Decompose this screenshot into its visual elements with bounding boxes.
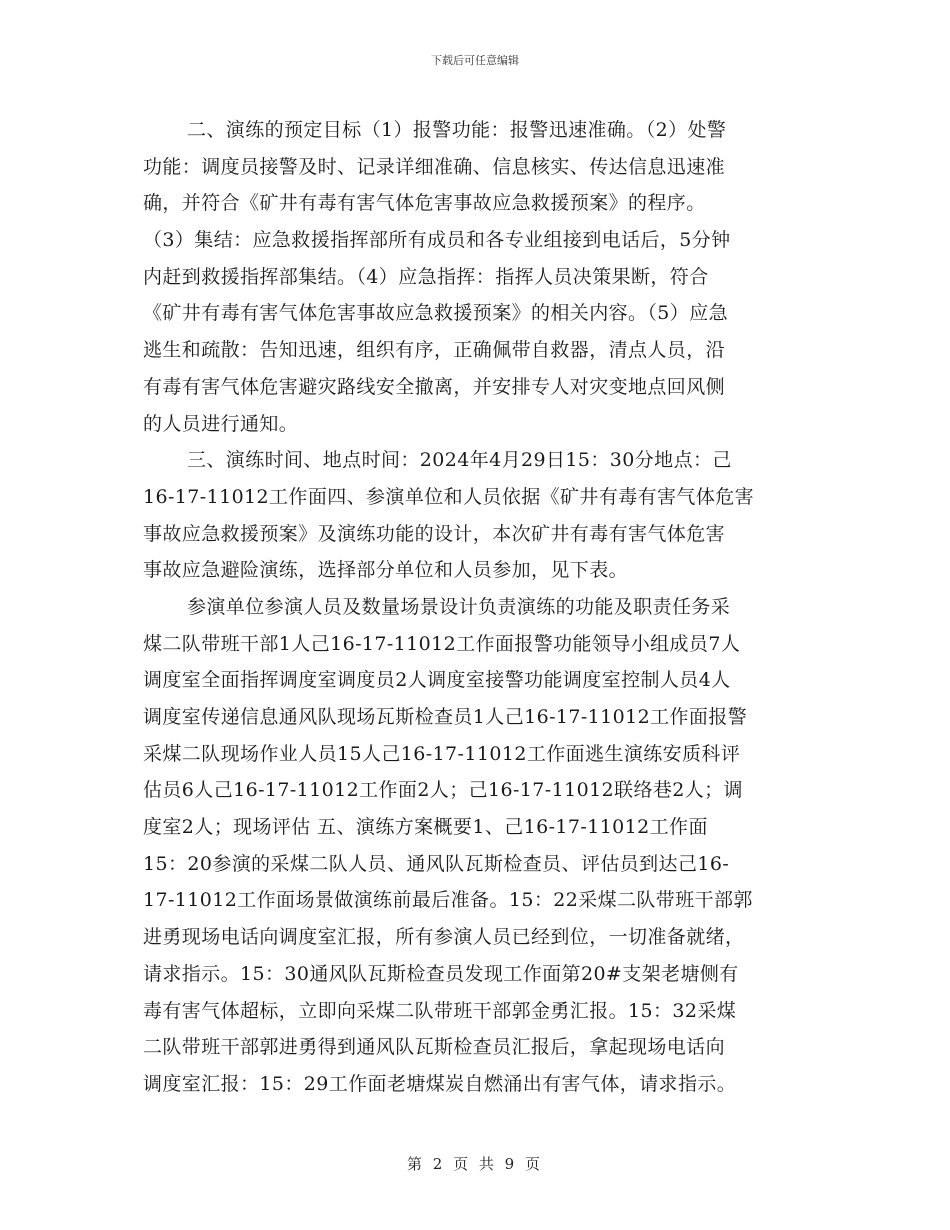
text-line: 逃生和疏散：告知迅速，组织有序，正确佩带自救器，清点人员，沿 (143, 339, 726, 362)
text-line: 内赶到救援指挥部集结。（4）应急指挥：指挥人员决策果断，符合 (143, 265, 709, 288)
page-footer: 第 2 页 共 9 页 (407, 1155, 543, 1173)
text-line: 的人员进行通知。 (143, 412, 299, 435)
text-line: 功能：调度员接警及时、记录详细准确、信息核实、传达信息迅速准 (143, 155, 726, 178)
text-line: 煤二队带班干部1人己16-17-11012工作面报警功能领导小组成员7人 (143, 632, 741, 655)
text-line: 调度室传递信息通风队现场瓦斯检查员1人己16-17-11012工作面报警 (143, 706, 748, 728)
text-line: 毒有害气体超标，立即向采煤二队带班干部郭金勇汇报。15：32采煤 (143, 999, 737, 1022)
text-line: 进勇现场电话向调度室汇报，所有参演人员已经到位，一切准备就绪， (143, 926, 745, 949)
text-line: 采煤二队现场作业人员15人己16-17-11012工作面逃生演练安质科评 (143, 742, 741, 765)
text-line: 调度室全面指挥调度室调度员2人调度室接警功能调度室控制人员4人 (143, 669, 731, 692)
text-line: 度室2人；现场评估 五、演练方案概要1、己16-17-11012工作面 (143, 816, 708, 839)
document-body (143, 112, 810, 1103)
text-line: 有毒有害气体危害避灾路线安全撤离，并安排专人对灾变地点回风侧 (143, 375, 726, 398)
text-line: 估员6人己16-17-11012工作面2人；己16-17-11012联络巷2人；调 (143, 779, 743, 802)
text-line: 17-11012工作面场景做演练前最后准备。15：22采煤二队带班干部郭 (143, 889, 753, 912)
page-header: 下载后可任意编辑 (431, 54, 519, 67)
text-line: 二队带班干部郭进勇得到通风队瓦斯检查员汇报后，拿起现场电话向 (143, 1036, 726, 1059)
text-line: 请求指示。15：30通风队瓦斯检查员发现工作面第20#支架老塘侧有 (143, 962, 739, 985)
text-line: 确，并符合《矿井有毒有害气体危害事故应急救援预案》的程序。 (143, 192, 706, 215)
text-line: 《矿井有毒有害气体危害事故应急救援预案》的相关内容。（5）应急 (143, 302, 728, 325)
text-line: 事故应急避险演练，选择部分单位和人员参加，见下表。 (143, 559, 629, 582)
text-line: （3）集结：应急救援指挥部所有成员和各专业组接到电话后，5分钟 (143, 229, 731, 252)
text-line: 三、演练时间、地点时间：2024年4月29日15：30分地点：己 (187, 449, 732, 472)
text-line: 调度室汇报：15：29工作面老塘煤炭自燃涌出有害气体，请求指示。 (143, 1072, 737, 1095)
text-line: 二、演练的预定目标（1）报警功能：报警迅速准确。（2）处警 (187, 119, 727, 141)
text-line: 15：20参演的采煤二队人员、通风队瓦斯检查员、评估员到达己16- (143, 852, 730, 875)
text-line: 事故应急救援预案》及演练功能的设计，本次矿井有毒有害气体危害 (143, 522, 726, 545)
text-line: 参演单位参演人员及数量场景设计负责演练的功能及职责任务采 (187, 595, 731, 618)
text-line: 16-17-11012工作面四、参演单位和人员依据《矿井有毒有害气体危害 (143, 485, 755, 508)
